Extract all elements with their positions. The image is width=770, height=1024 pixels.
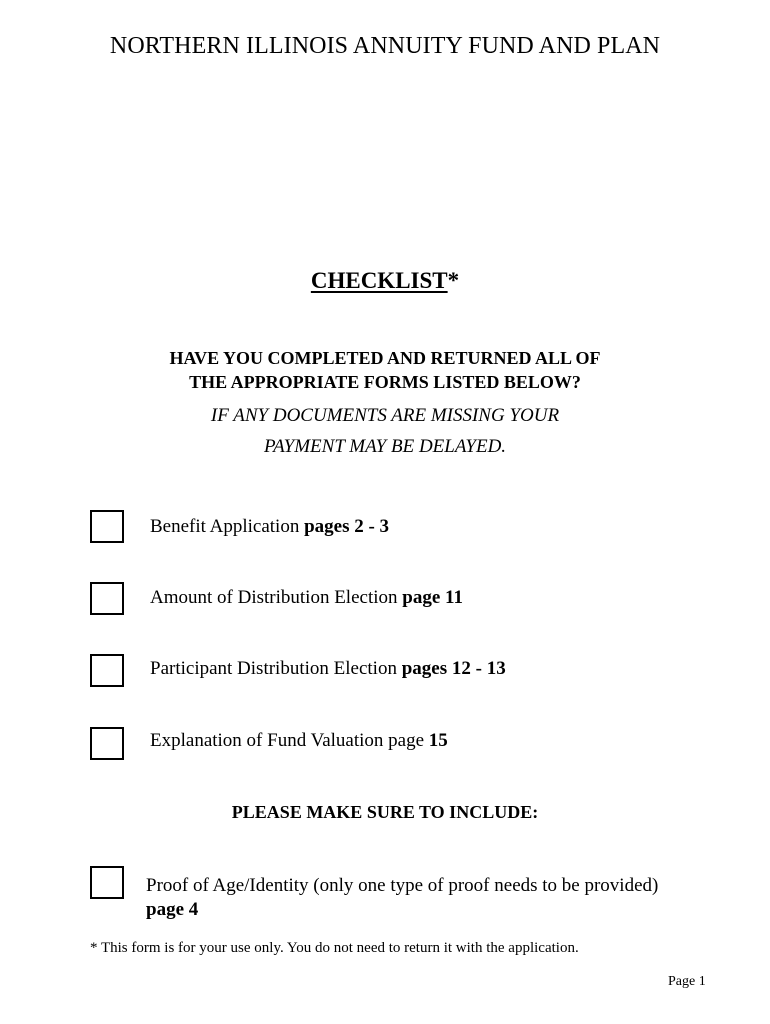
question-line-1: HAVE YOU COMPLETED AND RETURNED ALL OF: [169, 348, 601, 368]
proof-pages: page 4: [146, 899, 199, 920]
item-pages: pages 2 - 3: [304, 516, 390, 537]
checklist-item-benefit-application: [150, 516, 389, 538]
question-line-2: THE APPROPRIATE FORMS LISTED BELOW?: [189, 372, 581, 392]
footnote: * This form is for your use only. You do not need to return it with the application.: [90, 940, 579, 956]
checkbox-fund-valuation[interactable]: [90, 727, 124, 760]
checklist-item-amount-of-distribution: [150, 587, 463, 609]
item-label: Participant Distribution Election: [150, 658, 402, 679]
include-heading: PLEASE MAKE SURE TO INCLUDE:: [231, 802, 539, 822]
page-number: Page 1: [668, 974, 706, 989]
checkbox-benefit-application[interactable]: [90, 510, 124, 543]
checklist-item-participant-distribution: [150, 658, 506, 680]
item-pages: pages 12 - 13: [401, 658, 506, 679]
item-label: Explanation of Fund Valuation page: [150, 730, 429, 751]
checklist-title: [0, 268, 770, 294]
checkbox-amount-of-distribution[interactable]: [90, 582, 124, 615]
checkbox-participant-distribution[interactable]: [90, 654, 124, 687]
warning-line-1: IF ANY DOCUMENTS ARE MISSING YOUR: [210, 405, 560, 426]
document-header: NORTHERN ILLINOIS ANNUITY FUND AND PLAN: [109, 33, 661, 59]
checklist-item-fund-valuation: [150, 730, 448, 752]
checklist-title-text: CHECKLIST: [310, 268, 448, 293]
checkbox-proof-of-age[interactable]: [90, 866, 124, 899]
checklist-item-proof-of-age: [146, 874, 658, 922]
item-pages: page 11: [402, 587, 463, 608]
warning-line-2: PAYMENT MAY BE DELAYED.: [263, 436, 507, 457]
checklist-title-asterisk: *: [447, 268, 460, 293]
item-label: Benefit Application: [150, 516, 305, 537]
item-pages: 15: [428, 730, 448, 751]
item-label: Amount of Distribution Election: [150, 587, 403, 608]
proof-label: Proof of Age/Identity (only one type of proof needs to be provided): [146, 875, 659, 896]
